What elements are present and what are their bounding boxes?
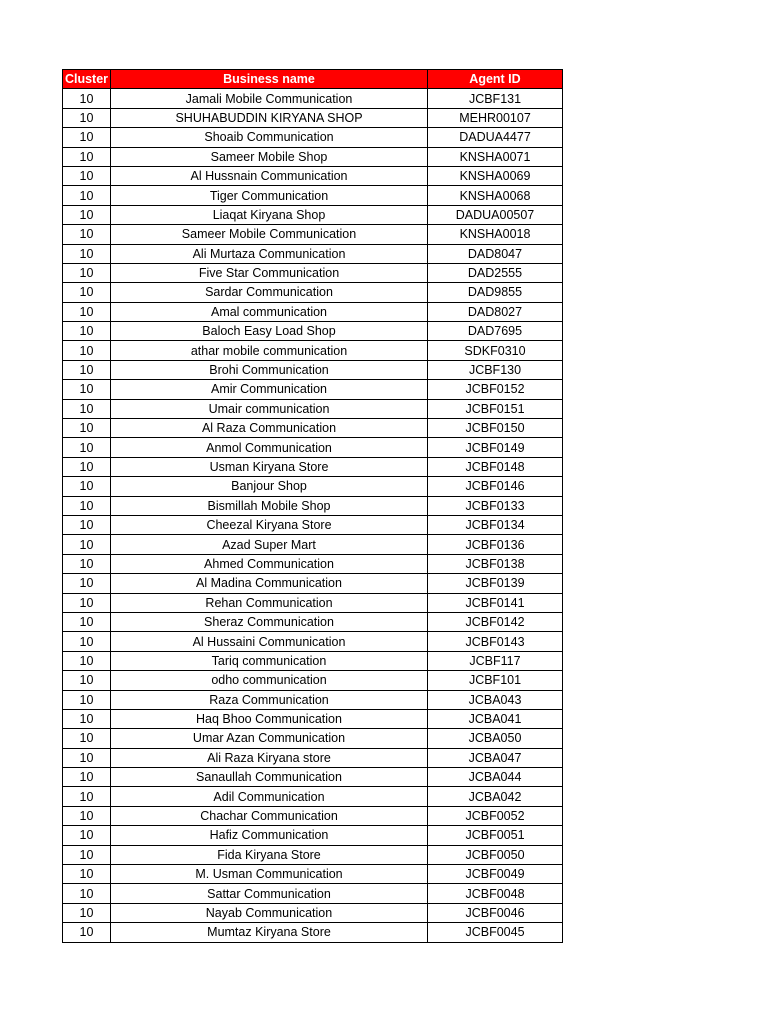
business-agent-table <box>62 69 563 943</box>
cell-business-name: Al Raza Communication <box>111 419 428 438</box>
cell-agent-id: JCBF0049 <box>428 865 563 884</box>
cell-business-name: Banjour Shop <box>111 477 428 496</box>
cell-agent-id: JCBF117 <box>428 651 563 670</box>
cell-agent-id: JCBF0138 <box>428 554 563 573</box>
header-cluster: Cluster <box>63 70 111 89</box>
cell-agent-id: JCBF0045 <box>428 923 563 942</box>
cell-cluster: 10 <box>63 360 111 379</box>
cell-cluster: 10 <box>63 244 111 263</box>
cell-business-name: Al Hussnain Communication <box>111 166 428 185</box>
cell-agent-id: KNSHA0071 <box>428 147 563 166</box>
cell-business-name: Ali Raza Kiryana store <box>111 748 428 767</box>
table-row <box>63 709 563 728</box>
cell-business-name: Amir Communication <box>111 380 428 399</box>
table-row <box>63 884 563 903</box>
cell-agent-id: DAD8047 <box>428 244 563 263</box>
header-agent-id: Agent ID <box>428 70 563 89</box>
cell-business-name: Umar Azan Communication <box>111 729 428 748</box>
cell-agent-id: JCBA042 <box>428 787 563 806</box>
table-row <box>63 419 563 438</box>
table-row <box>63 574 563 593</box>
table-row <box>63 166 563 185</box>
cell-cluster: 10 <box>63 225 111 244</box>
table-row <box>63 806 563 825</box>
cell-business-name: Sanaullah Communication <box>111 768 428 787</box>
cell-business-name: Raza Communication <box>111 690 428 709</box>
cell-cluster: 10 <box>63 380 111 399</box>
header-row <box>63 70 563 89</box>
table-row <box>63 671 563 690</box>
cell-cluster: 10 <box>63 632 111 651</box>
table-row <box>63 438 563 457</box>
cell-business-name: odho communication <box>111 671 428 690</box>
cell-agent-id: JCBF101 <box>428 671 563 690</box>
cell-agent-id: JCBF0150 <box>428 419 563 438</box>
cell-agent-id: JCBA043 <box>428 690 563 709</box>
cell-business-name: M. Usman Communication <box>111 865 428 884</box>
cell-agent-id: MEHR00107 <box>428 108 563 127</box>
cell-business-name: Nayab Communication <box>111 903 428 922</box>
table-body <box>63 89 563 942</box>
cell-business-name: Brohi Communication <box>111 360 428 379</box>
cell-cluster: 10 <box>63 768 111 787</box>
table-row <box>63 225 563 244</box>
table-row <box>63 729 563 748</box>
cell-cluster: 10 <box>63 477 111 496</box>
cell-business-name: Sardar Communication <box>111 283 428 302</box>
cell-business-name: Mumtaz Kiryana Store <box>111 923 428 942</box>
table-row <box>63 263 563 282</box>
cell-cluster: 10 <box>63 709 111 728</box>
cell-agent-id: JCBF0134 <box>428 515 563 534</box>
cell-business-name: Ali Murtaza Communication <box>111 244 428 263</box>
cell-agent-id: DADUA4477 <box>428 128 563 147</box>
cell-agent-id: JCBF0133 <box>428 496 563 515</box>
table-row <box>63 651 563 670</box>
table-row <box>63 360 563 379</box>
cell-business-name: Rehan Communication <box>111 593 428 612</box>
table-row <box>63 108 563 127</box>
cell-business-name: Tiger Communication <box>111 186 428 205</box>
cell-business-name: Haq Bhoo Communication <box>111 709 428 728</box>
cell-cluster: 10 <box>63 438 111 457</box>
table-row <box>63 865 563 884</box>
cell-cluster: 10 <box>63 593 111 612</box>
cell-business-name: Hafiz Communication <box>111 826 428 845</box>
cell-business-name: Jamali Mobile Communication <box>111 89 428 108</box>
cell-agent-id: JCBF0139 <box>428 574 563 593</box>
cell-cluster: 10 <box>63 806 111 825</box>
cell-business-name: Sheraz Communication <box>111 612 428 631</box>
table-row <box>63 923 563 942</box>
cell-cluster: 10 <box>63 923 111 942</box>
table-row <box>63 748 563 767</box>
cell-cluster: 10 <box>63 263 111 282</box>
cell-business-name: Usman Kiryana Store <box>111 457 428 476</box>
table-row <box>63 205 563 224</box>
cell-cluster: 10 <box>63 341 111 360</box>
cell-business-name: Umair communication <box>111 399 428 418</box>
header-business-name: Business name <box>111 70 428 89</box>
cell-business-name: Adil Communication <box>111 787 428 806</box>
cell-business-name: Bismillah Mobile Shop <box>111 496 428 515</box>
cell-business-name: Shoaib Communication <box>111 128 428 147</box>
cell-business-name: Baloch Easy Load Shop <box>111 322 428 341</box>
cell-cluster: 10 <box>63 903 111 922</box>
table-row <box>63 283 563 302</box>
cell-business-name: Five Star Communication <box>111 263 428 282</box>
cell-agent-id: DADUA00507 <box>428 205 563 224</box>
cell-cluster: 10 <box>63 147 111 166</box>
table-row <box>63 515 563 534</box>
cell-agent-id: SDKF0310 <box>428 341 563 360</box>
cell-cluster: 10 <box>63 166 111 185</box>
cell-agent-id: JCBA044 <box>428 768 563 787</box>
table-row <box>63 826 563 845</box>
cell-business-name: Sattar Communication <box>111 884 428 903</box>
table-row <box>63 89 563 108</box>
cell-cluster: 10 <box>63 457 111 476</box>
cell-business-name: Chachar Communication <box>111 806 428 825</box>
cell-agent-id: JCBF0146 <box>428 477 563 496</box>
table-row <box>63 787 563 806</box>
cell-business-name: Al Madina Communication <box>111 574 428 593</box>
cell-agent-id: JCBF0148 <box>428 457 563 476</box>
cell-business-name: athar mobile communication <box>111 341 428 360</box>
cell-agent-id: KNSHA0018 <box>428 225 563 244</box>
cell-agent-id: JCBA050 <box>428 729 563 748</box>
table-row <box>63 341 563 360</box>
cell-cluster: 10 <box>63 651 111 670</box>
cell-agent-id: JCBF0152 <box>428 380 563 399</box>
table-row <box>63 128 563 147</box>
cell-cluster: 10 <box>63 884 111 903</box>
cell-agent-id: KNSHA0069 <box>428 166 563 185</box>
table-row <box>63 612 563 631</box>
cell-cluster: 10 <box>63 826 111 845</box>
cell-cluster: 10 <box>63 729 111 748</box>
cell-cluster: 10 <box>63 496 111 515</box>
cell-cluster: 10 <box>63 108 111 127</box>
cell-cluster: 10 <box>63 186 111 205</box>
cell-business-name: Ahmed Communication <box>111 554 428 573</box>
cell-cluster: 10 <box>63 671 111 690</box>
table-row <box>63 593 563 612</box>
cell-business-name: Tariq communication <box>111 651 428 670</box>
cell-business-name: Liaqat Kiryana Shop <box>111 205 428 224</box>
cell-cluster: 10 <box>63 283 111 302</box>
table-row <box>63 554 563 573</box>
cell-cluster: 10 <box>63 845 111 864</box>
cell-business-name: Azad Super Mart <box>111 535 428 554</box>
cell-agent-id: JCBF0141 <box>428 593 563 612</box>
cell-cluster: 10 <box>63 612 111 631</box>
cell-business-name: Anmol Communication <box>111 438 428 457</box>
cell-cluster: 10 <box>63 535 111 554</box>
cell-agent-id: JCBF0052 <box>428 806 563 825</box>
table-row <box>63 845 563 864</box>
cell-agent-id: JCBF0142 <box>428 612 563 631</box>
table-row <box>63 690 563 709</box>
cell-agent-id: JCBF0136 <box>428 535 563 554</box>
cell-business-name: Amal communication <box>111 302 428 321</box>
cell-agent-id: JCBF0143 <box>428 632 563 651</box>
cell-cluster: 10 <box>63 554 111 573</box>
cell-agent-id: JCBF0051 <box>428 826 563 845</box>
cell-agent-id: JCBA047 <box>428 748 563 767</box>
table-row <box>63 302 563 321</box>
cell-agent-id: JCBA041 <box>428 709 563 728</box>
table-row <box>63 477 563 496</box>
table-row <box>63 186 563 205</box>
cell-cluster: 10 <box>63 128 111 147</box>
table-row <box>63 322 563 341</box>
cell-cluster: 10 <box>63 787 111 806</box>
table-row <box>63 457 563 476</box>
cell-cluster: 10 <box>63 690 111 709</box>
cell-business-name: Sameer Mobile Shop <box>111 147 428 166</box>
cell-agent-id: JCBF0050 <box>428 845 563 864</box>
cell-agent-id: JCBF0046 <box>428 903 563 922</box>
cell-agent-id: DAD7695 <box>428 322 563 341</box>
cell-agent-id: JCBF0149 <box>428 438 563 457</box>
cell-agent-id: JCBF131 <box>428 89 563 108</box>
table-row <box>63 535 563 554</box>
cell-cluster: 10 <box>63 302 111 321</box>
cell-cluster: 10 <box>63 89 111 108</box>
table-row <box>63 768 563 787</box>
table-row <box>63 399 563 418</box>
cell-agent-id: DAD8027 <box>428 302 563 321</box>
cell-agent-id: DAD9855 <box>428 283 563 302</box>
cell-business-name: Al Hussaini Communication <box>111 632 428 651</box>
cell-cluster: 10 <box>63 419 111 438</box>
cell-business-name: Sameer Mobile Communication <box>111 225 428 244</box>
cell-cluster: 10 <box>63 865 111 884</box>
cell-cluster: 10 <box>63 399 111 418</box>
cell-agent-id: JCBF0048 <box>428 884 563 903</box>
cell-cluster: 10 <box>63 574 111 593</box>
cell-agent-id: KNSHA0068 <box>428 186 563 205</box>
cell-agent-id: DAD2555 <box>428 263 563 282</box>
cell-cluster: 10 <box>63 322 111 341</box>
cell-agent-id: JCBF0151 <box>428 399 563 418</box>
table-row <box>63 496 563 515</box>
table-row <box>63 380 563 399</box>
cell-business-name: Fida Kiryana Store <box>111 845 428 864</box>
cell-business-name: Cheezal Kiryana Store <box>111 515 428 534</box>
cell-cluster: 10 <box>63 515 111 534</box>
cell-business-name: SHUHABUDDIN KIRYANA SHOP <box>111 108 428 127</box>
table-row <box>63 147 563 166</box>
cell-cluster: 10 <box>63 748 111 767</box>
table-row <box>63 244 563 263</box>
cell-cluster: 10 <box>63 205 111 224</box>
cell-agent-id: JCBF130 <box>428 360 563 379</box>
table-row <box>63 632 563 651</box>
table-row <box>63 903 563 922</box>
